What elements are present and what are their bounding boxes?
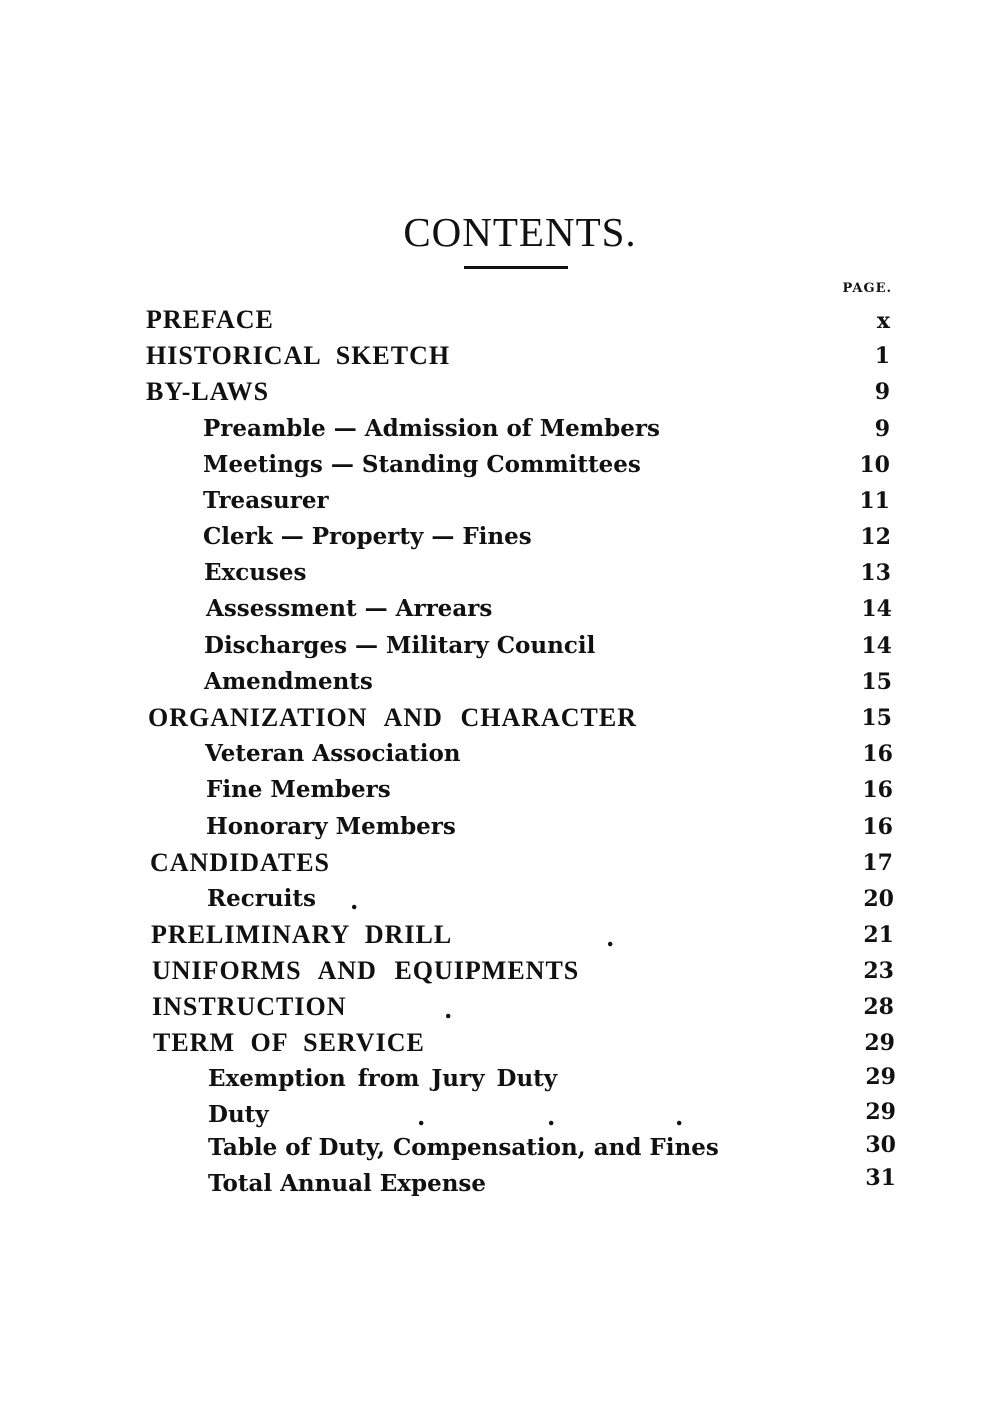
toc-entry-label: Assessment — Arrears — [206, 595, 493, 622]
toc-entry-label: CANDIDATES — [150, 848, 330, 877]
toc-entry-page: 23 — [863, 958, 894, 984]
toc-entry-label: Total Annual Expense — [208, 1170, 487, 1197]
toc-entry-page: 21 — [863, 922, 894, 948]
toc-entry-label: HISTORICAL SKETCH — [146, 341, 451, 370]
toc-entry-label: Amendments — [204, 668, 373, 695]
toc-entry-page: 9 — [874, 416, 890, 442]
toc-entry-page: 16 — [862, 777, 893, 803]
toc-entry-label: Exemption from Jury Duty — [208, 1065, 558, 1092]
toc-entry-label: Duty — [208, 1101, 269, 1128]
toc-entry-page: 17 — [862, 850, 893, 876]
leader-dot: . — [547, 1102, 556, 1131]
toc-entry-page: 16 — [862, 741, 893, 767]
page-column-header: PAGE. — [842, 281, 892, 296]
toc-entry-label: ORGANIZATION AND CHARACTER — [148, 703, 638, 732]
toc-entry-page: 29 — [864, 1030, 895, 1056]
toc-entry-page: 15 — [861, 705, 892, 731]
toc-entry-page: 11 — [859, 488, 890, 514]
toc-entry-page: 15 — [861, 669, 892, 695]
toc-entry-label: UNIFORMS AND EQUIPMENTS — [152, 956, 580, 985]
toc-entry-label: Preamble — Admission of Members — [203, 415, 660, 442]
toc-entry-label: Honorary Members — [206, 813, 456, 840]
page-title: CONTENTS. — [403, 209, 637, 255]
leader-dot: . — [606, 923, 615, 952]
toc-entry-label: TERM OF SERVICE — [153, 1028, 425, 1057]
toc-entry-page: 14 — [861, 596, 892, 622]
toc-entry-label: PRELIMINARY DRILL — [151, 920, 453, 949]
toc-entry-page: 28 — [863, 994, 894, 1020]
toc-entry-label: Recruits — [207, 885, 316, 912]
toc-entry-label: PREFACE — [146, 305, 274, 334]
toc-entry-label: Clerk — Property — Fines — [203, 523, 532, 550]
toc-entry-label: Excuses — [204, 559, 307, 586]
toc-entry-page: 16 — [862, 814, 893, 840]
leader-dot: . — [350, 886, 359, 915]
toc-entry-page: 1 — [874, 343, 890, 369]
leader-dot: . — [675, 1102, 684, 1131]
toc-entry-page: 9 — [874, 379, 890, 405]
leader-dot: . — [417, 1102, 426, 1131]
toc-entry-label: Fine Members — [206, 776, 391, 803]
toc-entry-label: Table of Duty, Compensation, and Fines — [208, 1134, 719, 1161]
toc-entry-page: 29 — [865, 1099, 896, 1125]
toc-entry-page: 20 — [863, 886, 894, 912]
leader-dot: . — [444, 995, 453, 1024]
toc-entry-label: INSTRUCTION — [152, 992, 347, 1021]
toc-entry-label: BY-LAWS — [146, 377, 270, 406]
toc-entry-label: Treasurer — [203, 487, 329, 514]
toc-entry-label: Meetings — Standing Committees — [203, 451, 641, 478]
toc-entry-label: Veteran Association — [205, 740, 461, 767]
toc-entry-page: 10 — [859, 452, 890, 478]
toc-entry-page: 14 — [861, 633, 892, 659]
toc-entry-label: Discharges — Military Council — [204, 632, 596, 659]
toc-entry-page: x — [876, 308, 890, 334]
toc-entry-page: 31 — [865, 1165, 896, 1191]
toc-entry-page: 30 — [865, 1132, 896, 1158]
toc-entry-page: 29 — [865, 1064, 896, 1090]
toc-entry-page: 13 — [860, 560, 891, 586]
toc-entry-page: 12 — [860, 524, 891, 550]
